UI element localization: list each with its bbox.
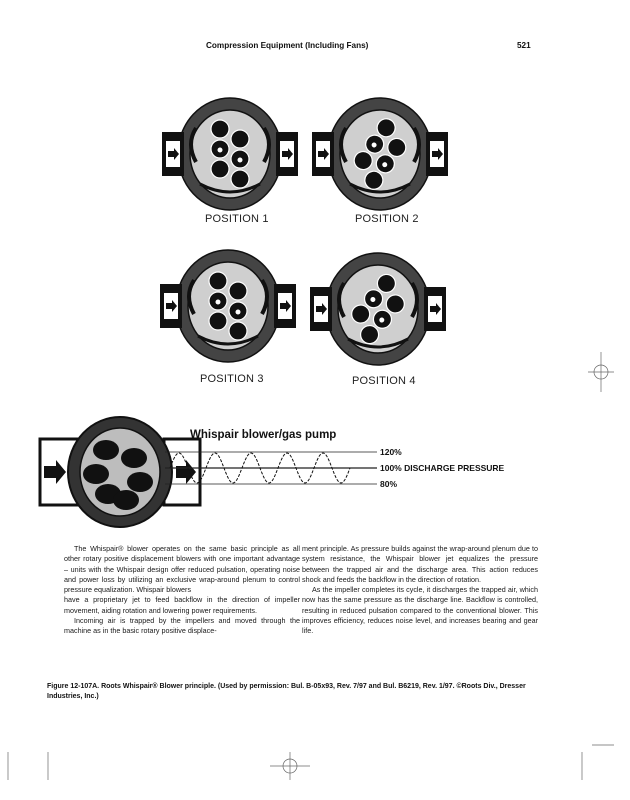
impeller-lobe	[211, 120, 229, 138]
impeller-lobe	[231, 170, 249, 188]
pressure-wave-diagram	[165, 443, 385, 503]
pump-impeller-lobe	[127, 472, 153, 492]
impeller-lobe	[229, 322, 247, 340]
position-1-label: POSITION 1	[205, 213, 269, 225]
impeller-shaft	[236, 310, 241, 315]
impeller-lobe	[209, 312, 227, 330]
paragraph: have a proprietary jet to feed backflow in the direction of impeller movement, aiding rotation and lowering power requirements.	[64, 595, 300, 615]
position-4-label: POSITION 4	[352, 375, 416, 387]
body-left-column	[64, 544, 300, 637]
pump-impeller-lobe	[93, 440, 119, 460]
body-right-column	[302, 544, 538, 637]
pump-impeller-lobe	[113, 490, 139, 510]
blower-position-2	[312, 98, 448, 210]
pump-title: Whispair blower/gas pump	[190, 429, 337, 441]
paragraph: As the impeller completes its cycle, it discharges the trapped air, which now has the same pressure as the discharge line. Backflow is controlled, resulting in reduced pulsation compared to the conventional blower. This improves efficiency, reduces noise level, and increases bearing and gear life.	[302, 585, 538, 636]
position-2-label: POSITION 2	[355, 213, 419, 225]
pressure-80-label: 80%	[380, 479, 398, 489]
impeller-shaft	[216, 300, 221, 305]
impeller-lobe	[229, 282, 247, 300]
paragraph: Incoming air is trapped by the impellers and moved through the machine as in the basic rotary positive displace-	[64, 616, 300, 636]
pressure-120-label: 120%	[380, 447, 402, 457]
paragraph: ment principle. As pressure builds against the wrap-around plenum due to system resistance, the Whispair blower jet equalizes the pressure between the trapped air and the discharge area. This action reduces shock and feeds the backflow in the direction of rotation.	[302, 544, 538, 584]
position-3-label: POSITION 3	[200, 373, 264, 385]
impeller-lobe	[209, 272, 227, 290]
paragraph: The Whispair® blower operates on the same basic principle as all other rotary positive displacement blowers with one important advantage – units with the Whispair design offer reduced pulsation, operating noise and power loss by utilizing an exclusive wrap-around plenum to control pressure equalization. Whispair blowers	[64, 544, 300, 595]
running-header-title: Compression Equipment (Including Fans)	[206, 41, 369, 50]
pump-impeller-lobe	[121, 448, 147, 468]
pump-impeller-lobe	[83, 464, 109, 484]
impeller-shaft	[218, 148, 223, 153]
blower-position-1	[162, 98, 298, 210]
impeller-lobe	[211, 160, 229, 178]
figure-caption: Figure 12-107A. Roots Whispair® Blower principle. (Used by permission: Bul. B-05x93, Rev. 7/97 and Bul. B6219, Rev. 1/97. ©Roots Div., Dresser Industries, Inc.)	[47, 683, 526, 700]
blower-position-3	[160, 250, 296, 362]
pressure-100-label: 100% DISCHARGE PRESSURE	[380, 463, 505, 473]
page-number: 521	[517, 41, 531, 50]
registration-mark-bottom	[270, 752, 310, 780]
blower-position-4	[310, 253, 446, 365]
impeller-lobe	[231, 130, 249, 148]
impeller-shaft	[238, 158, 243, 163]
